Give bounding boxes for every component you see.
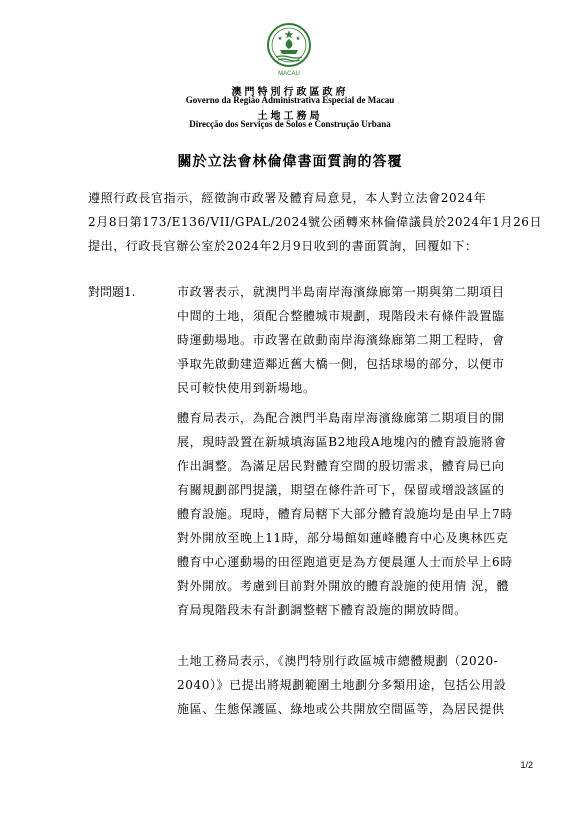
answer-line: 2040）》已提出將規劃範圍土地劃分多類用途，包括公用設 [177,678,507,692]
answer-line: 民可較快使用到新場地。 [177,381,316,395]
answer-line: 體育中心運動場的田徑跑道更是為方便晨運人士而於早上6時 [177,555,513,569]
intro-line: 提出，行政長官辦公室於2024年2月9日收到的書面質詢，回覆如下： [88,239,478,253]
answer-line: 中間的土地，須配合整體城市規劃，現階段未有條件設置臨 [177,309,505,323]
page-number: 1/2 [520,760,533,770]
answer-line: 土地工務局表示，《澳門特別行政區城市總體規劃（2020- [177,654,499,668]
intro-line: 遵照行政長官指示，經徵詢市政署及體育局意見，本人對立法會2024年 [88,191,487,205]
answer-line: 展，現時設置在新城填海區B2地段A地塊內的體育設施將會 [177,435,507,449]
answer-line: 對外開放。考慮到目前對外開放的體育設施的使用情 況，體 [177,579,510,593]
answer-line: 體育設施。現時，體育局轄下大部分體育設施均是由早上7時 [177,507,513,521]
emblem-text: MACAU [278,71,300,77]
department-name-pt: Direcção dos Serviços de Solos e Construção Urbana [189,119,391,129]
answer-paragraph-sports [177,406,513,622]
answer-line: 育局現階段未有計劃調整轄下體育設施的開放時間。 [177,603,467,617]
question-label: 對問題1. [88,285,136,299]
answer-paragraph-land [177,649,506,721]
answer-line: 體育局表示，為配合澳門半島南岸海濱綠廊第二期項目的開 [177,411,505,425]
government-name-pt: Governo da Região Administrativa Especial de Macau [185,95,395,105]
answer-line: 作出調整。為滿足居民對體育空間的殷切需求，體育局已向 [177,459,505,473]
answer-paragraph-municipal [177,280,505,400]
intro-line: 2月8日第173/E136/VII/GPAL/2024號公函轉來林倫偉議員於2024年1月26日 [88,215,543,229]
intro-paragraph [88,186,542,258]
document-title: 關於立法會林倫偉書面質詢的答覆 [177,154,403,170]
answer-line: 有關規劃部門提議，期望在條件許可下，保留或增設該區的 [177,483,505,497]
answer-line: 施區、生態保護區、綠地或公共開放空間區等，為居民提供 [177,702,505,716]
answer-line: 市政署表示，就澳門半島南岸海濱綠廊第一期與第二期項目 [177,285,505,299]
government-name-zh: 澳門特別行政區政府 [231,87,349,98]
department-name-zh: 土地工務局 [257,111,323,122]
answer-line: 爭取先啟動建造鄰近舊大橋一側，包括球場的部分，以便市 [177,357,505,371]
answer-line: 對外開放至晚上11時，部分場館如蓮峰體育中心及奧林匹克 [177,531,509,545]
answer-line: 時運動場地。市政署在啟動南岸海濱綠廊第二期工程時，會 [177,333,505,347]
macau-emblem-icon [266,22,312,78]
